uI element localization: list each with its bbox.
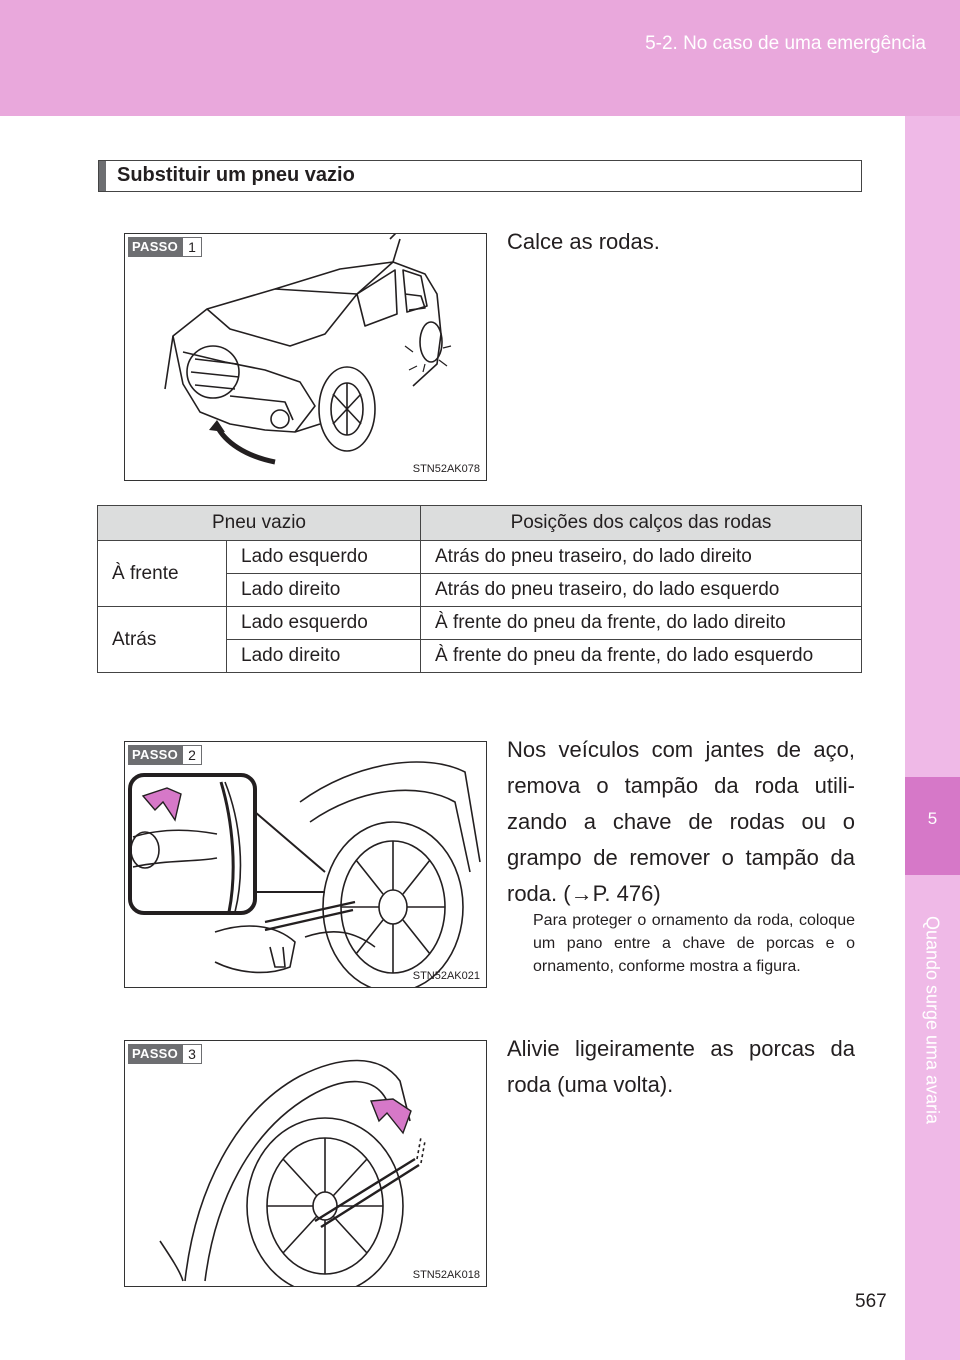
step-1-badge [128,237,202,257]
table-row [98,541,862,574]
step-3-text: Alivie ligeiramente as porcas da roda (uma volta). [507,1036,855,1097]
table-header: Pneu vazio [98,506,421,541]
step-label: PASSO [128,1044,182,1064]
table-cell: Atrás [98,607,227,673]
chapter-number: 5 [927,809,938,828]
table-cell: Lado esquerdo [227,607,421,640]
page-number: 567 [855,1291,887,1312]
step-2-badge [128,745,202,765]
table-cell: À frente [98,541,227,607]
step-1-text: Calce as rodas. [507,229,660,254]
step-3-figure [124,1040,487,1287]
section-title: Substituir um pneu vazio [117,164,355,186]
car-chocked-illustration [125,234,486,480]
section-header: 5-2. No caso de uma emergência [645,33,926,54]
table-cell: Lado esquerdo [227,541,421,574]
step-label: PASSO [128,745,182,765]
table-cell: Lado direito [227,574,421,607]
figure-code: STN52AK018 [412,1269,480,1281]
step-2-text: Nos veículos com jantes de aço, remova o tampão da roda utili-zando a chave de rodas ou o grampo de remover o tampão da roda. (→P. 476) [507,737,855,906]
chapter-title: Quando surge uma avaria [922,915,943,1125]
wheel-chock-table [97,505,862,673]
chapter-sidebar [905,116,960,1360]
step-2-note: Para proteger o ornamento da roda, coloque um pano entre a chave de porcas e o ornamento, conforme mostra a figura. [533,912,855,975]
figure-code: STN52AK078 [412,463,480,475]
table-header-row [98,506,862,541]
step-number: 2 [182,745,202,765]
table-cell: Atrás do pneu traseiro, do lado direito [421,541,862,574]
step-label: PASSO [128,237,182,257]
step-number: 1 [182,237,202,257]
header-band [0,0,960,116]
table-cell: À frente do pneu da frente, do lado esquerdo [421,640,862,673]
section-marker [99,161,106,191]
table-cell: Atrás do pneu traseiro, do lado esquerdo [421,574,862,607]
step-3-badge [128,1044,202,1064]
figure-code: STN52AK021 [412,970,480,982]
table-cell: Lado direito [227,640,421,673]
table-row [98,607,862,640]
section-title-bar [98,160,862,192]
table-header: Posições dos calços das rodas [421,506,862,541]
table-cell: À frente do pneu da frente, do lado direito [421,607,862,640]
step-1-figure [124,233,487,481]
loosen-nuts-illustration [125,1041,486,1286]
step-2-figure [124,741,487,988]
step-number: 3 [182,1044,202,1064]
hubcap-removal-illustration [125,742,486,987]
